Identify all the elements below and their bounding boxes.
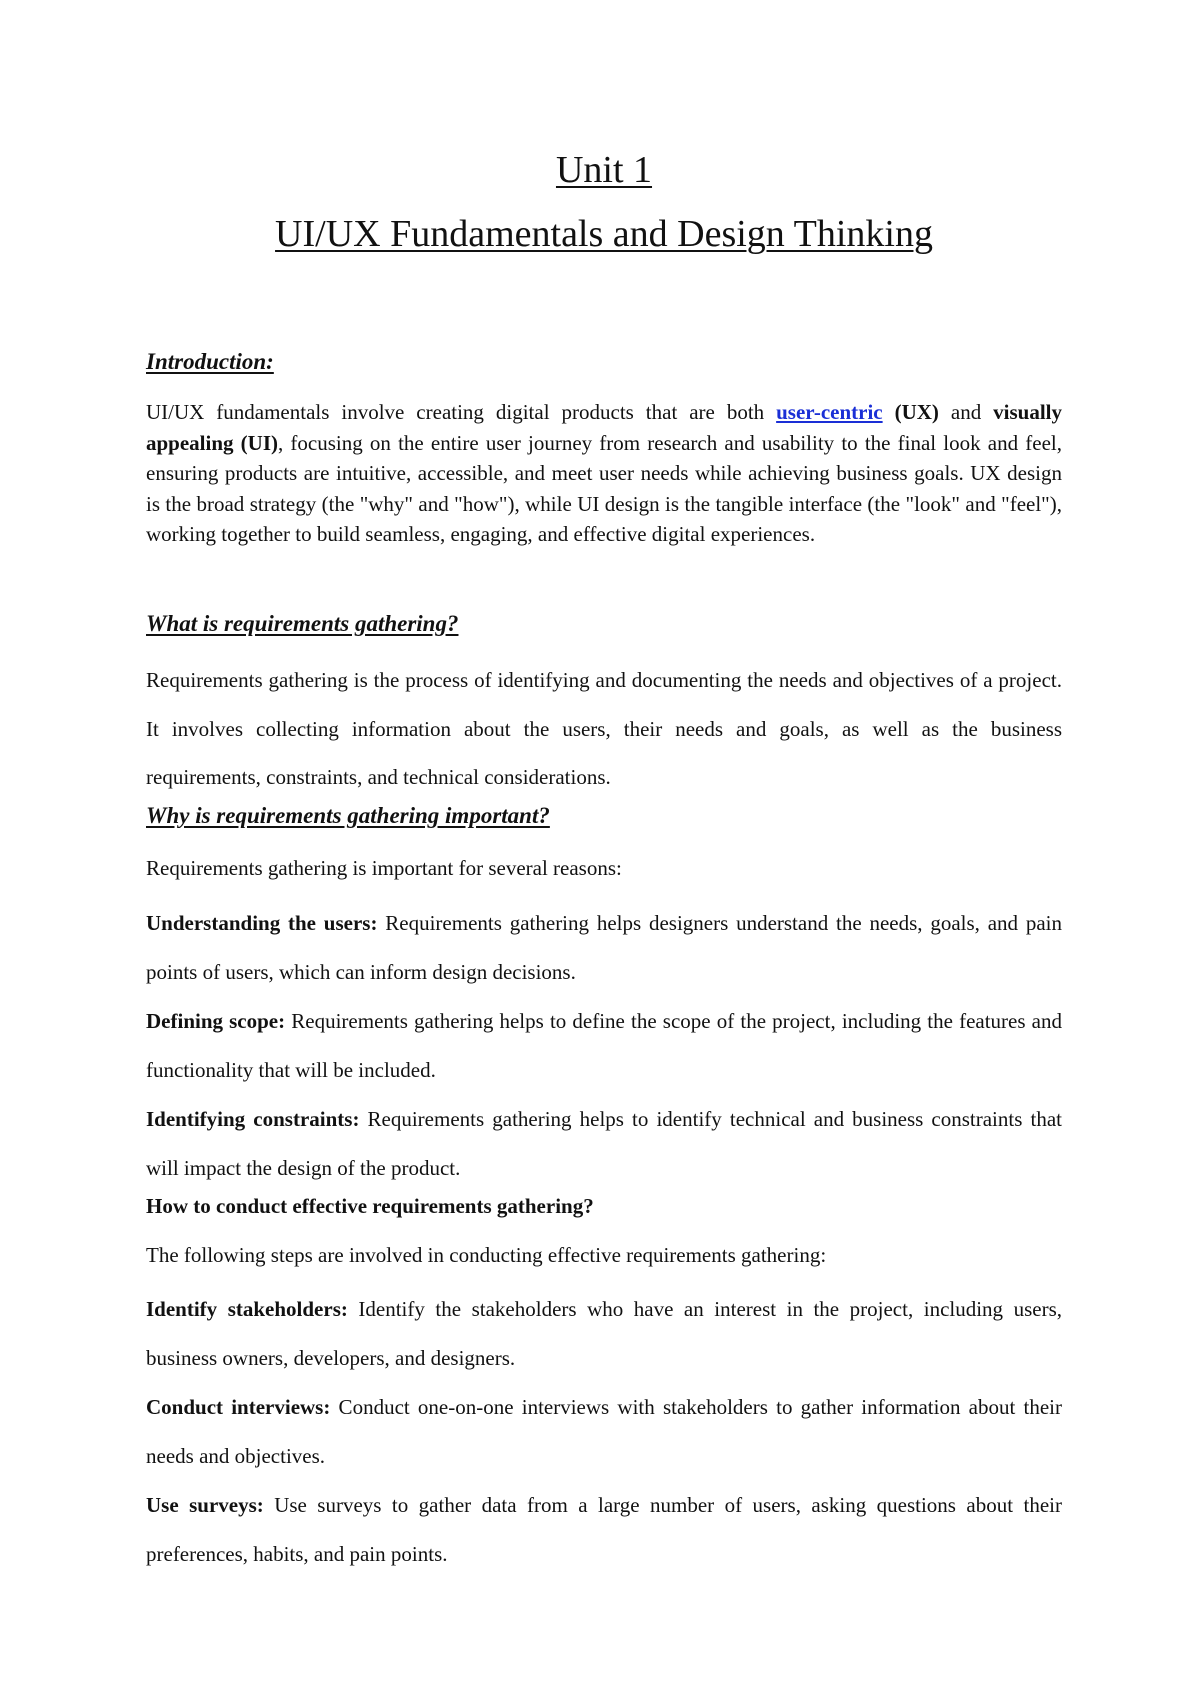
what-is-paragraph: Requirements gathering is the process of identifying and documenting the needs and objectives of a project. It involves collecting information about the users, their needs and goals, as well as the business requirements, constraints, and technical considerations. [146, 668, 1062, 789]
reason-defining-scope [146, 997, 1062, 1094]
reasons-intro: Requirements gathering is important for several reasons: [146, 856, 622, 880]
intro-text-2: and [938, 400, 994, 424]
why-important-heading: Why is requirements gathering important? [146, 803, 550, 828]
step-text: Conduct one-on-one interviews with stakeholders to gather information about their needs and objectives. [146, 1395, 1062, 1468]
step-label: Identify stakeholders: [146, 1297, 348, 1321]
introduction-paragraph [146, 397, 1062, 550]
reason-understanding-users [146, 899, 1062, 996]
step-label: Conduct interviews: [146, 1395, 331, 1419]
introduction-heading: Introduction: [146, 349, 274, 374]
reason-text: Requirements gathering helps to define the scope of the project, including the features and functionality that will be included. [146, 1009, 1062, 1082]
user-centric-link[interactable]: user-centric [776, 400, 883, 424]
unit-title: Unit 1 [555, 149, 653, 191]
subject-title: UI/UX Fundamentals and Design Thinking [275, 213, 933, 255]
step-identify-stakeholders [146, 1285, 1062, 1382]
reason-label: Understanding the users: [146, 911, 378, 935]
reason-identifying-constraints [146, 1095, 1062, 1192]
step-text: Use surveys to gather data from a large number of users, asking questions about their preferences, habits, and pain points. [146, 1493, 1062, 1566]
ux-term: (UX) [894, 400, 939, 424]
reason-label: Identifying constraints: [146, 1107, 360, 1131]
visually-appealing-term: visually appealing (UI) [146, 400, 1063, 455]
reason-label: Defining scope: [146, 1009, 286, 1033]
step-text: Identify the stakeholders who have an interest in the project, including users, business owners, developers, and designers. [146, 1297, 1062, 1370]
intro-text-1: UI/UX fundamentals involve creating digital products that are both [146, 400, 777, 424]
how-to-heading: How to conduct effective requirements gathering? [146, 1194, 594, 1218]
step-use-surveys [146, 1481, 1062, 1578]
step-label: Use surveys: [146, 1493, 264, 1517]
steps-intro: The following steps are involved in conducting effective requirements gathering: [146, 1243, 827, 1267]
step-conduct-interviews [146, 1383, 1062, 1480]
reason-text: Requirements gathering helps designers understand the needs, goals, and pain points of users, which can inform design decisions. [146, 911, 1063, 984]
intro-text-3: , focusing on the entire user journey from research and usability to the final look and feel, ensuring products are intuitive, accessible, and meet user needs while achieving business goals. UX design is the broad strategy (the "why" and "how"), while UI design is the tangible interface (the "look" and "feel"), working together to build seamless, engaging, and effective digital experiences. [146, 430, 1062, 546]
reason-text: Requirements gathering helps to identify technical and business constraints that will impact the design of the product. [146, 1107, 1062, 1180]
what-is-heading: What is requirements gathering? [146, 611, 459, 636]
